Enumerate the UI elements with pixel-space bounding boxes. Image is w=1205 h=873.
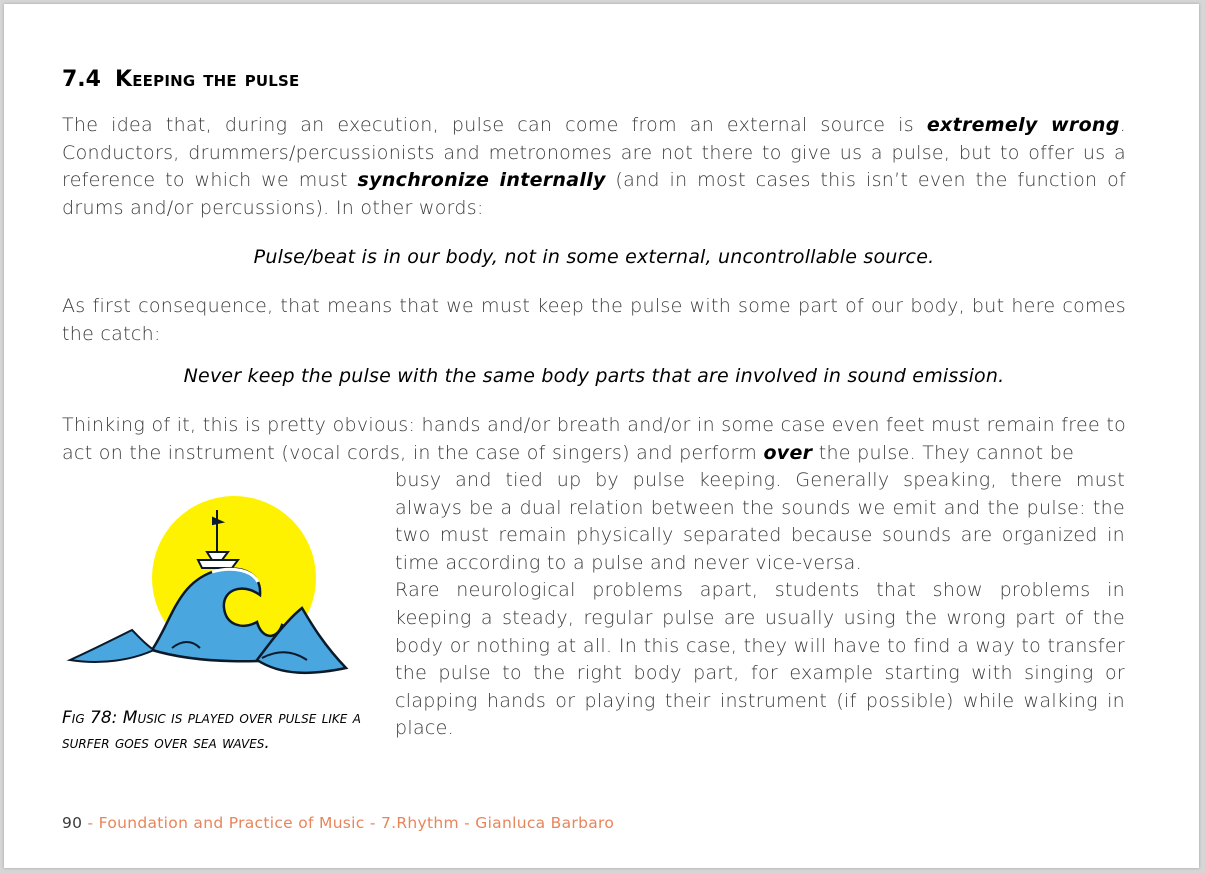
text-run: . Conductors, drummers/percussionists and metronomes are not there to give us a pulse, but to offer us a reference to which we must [62, 114, 1126, 192]
surfer-wave-image [62, 490, 352, 690]
paragraph-consequence: As first consequence, that means that we must keep the pulse with some part of our body, but here comes the catch: [62, 295, 1126, 345]
paragraph-wrapped [395, 467, 1125, 743]
text-run: (and in most cases this isn’t even the function of drums and/or percussions). In other words: [62, 169, 1126, 219]
emphasis-text: synchronize internally [357, 169, 606, 192]
emphasis-text: extremely wrong [926, 114, 1120, 136]
text-run: Thinking of it, this is pretty obvious: hands and/or breath and/or in some case even feet must remain free to act on the instrument (vocal cords, in the case of singers) and perform [62, 414, 1126, 464]
small-wave-left [70, 630, 154, 662]
text-run: the pulse. They cannot be [812, 441, 1075, 464]
pull-quote-pulse: Pulse/beat is in our body, not in some external, uncontrollable source. [253, 246, 935, 268]
figure-caption: Fig 78: Music is played over pulse like a surfer goes over sea waves. [62, 708, 361, 753]
emphasis-text: over [763, 441, 813, 464]
pull-quote-body-parts: Never keep the pulse with the same body parts that are involved in sound emission. [183, 365, 1005, 387]
section-title: Keeping the pulse [114, 67, 300, 92]
section-number: 7.4 [62, 67, 101, 92]
page-number: 90 [62, 814, 83, 832]
text-run: busy and tied up by pulse keeping. Generally speaking, there must always be a dual relation between the sounds we emit and the pulse: the two must remain physically separated because sounds are organized in time according to a pulse and never vice-versa. [395, 469, 1125, 574]
document-page [4, 4, 1199, 868]
text-run: The idea that, during an execution, pulse can come from an external source is [62, 114, 927, 136]
surfer-illustration [62, 490, 352, 690]
paragraph-obvious [62, 412, 1126, 467]
footer-book-info: - Foundation and Practice of Music - 7.Rhythm - Gianluca Barbaro [82, 814, 615, 832]
page-footer [62, 814, 614, 832]
paragraph-intro [62, 112, 1126, 222]
section-heading [62, 66, 300, 94]
text-run: Rare neurological problems apart, students that show problems in keeping a steady, regular pulse are usually using the wrong part of the body or nothing at all. In this case, they will have to find a way to transfer the pulse to the right body part, for example starting with singing or clapping hands or playing their instrument (if possible) while walking in place. [395, 579, 1125, 740]
